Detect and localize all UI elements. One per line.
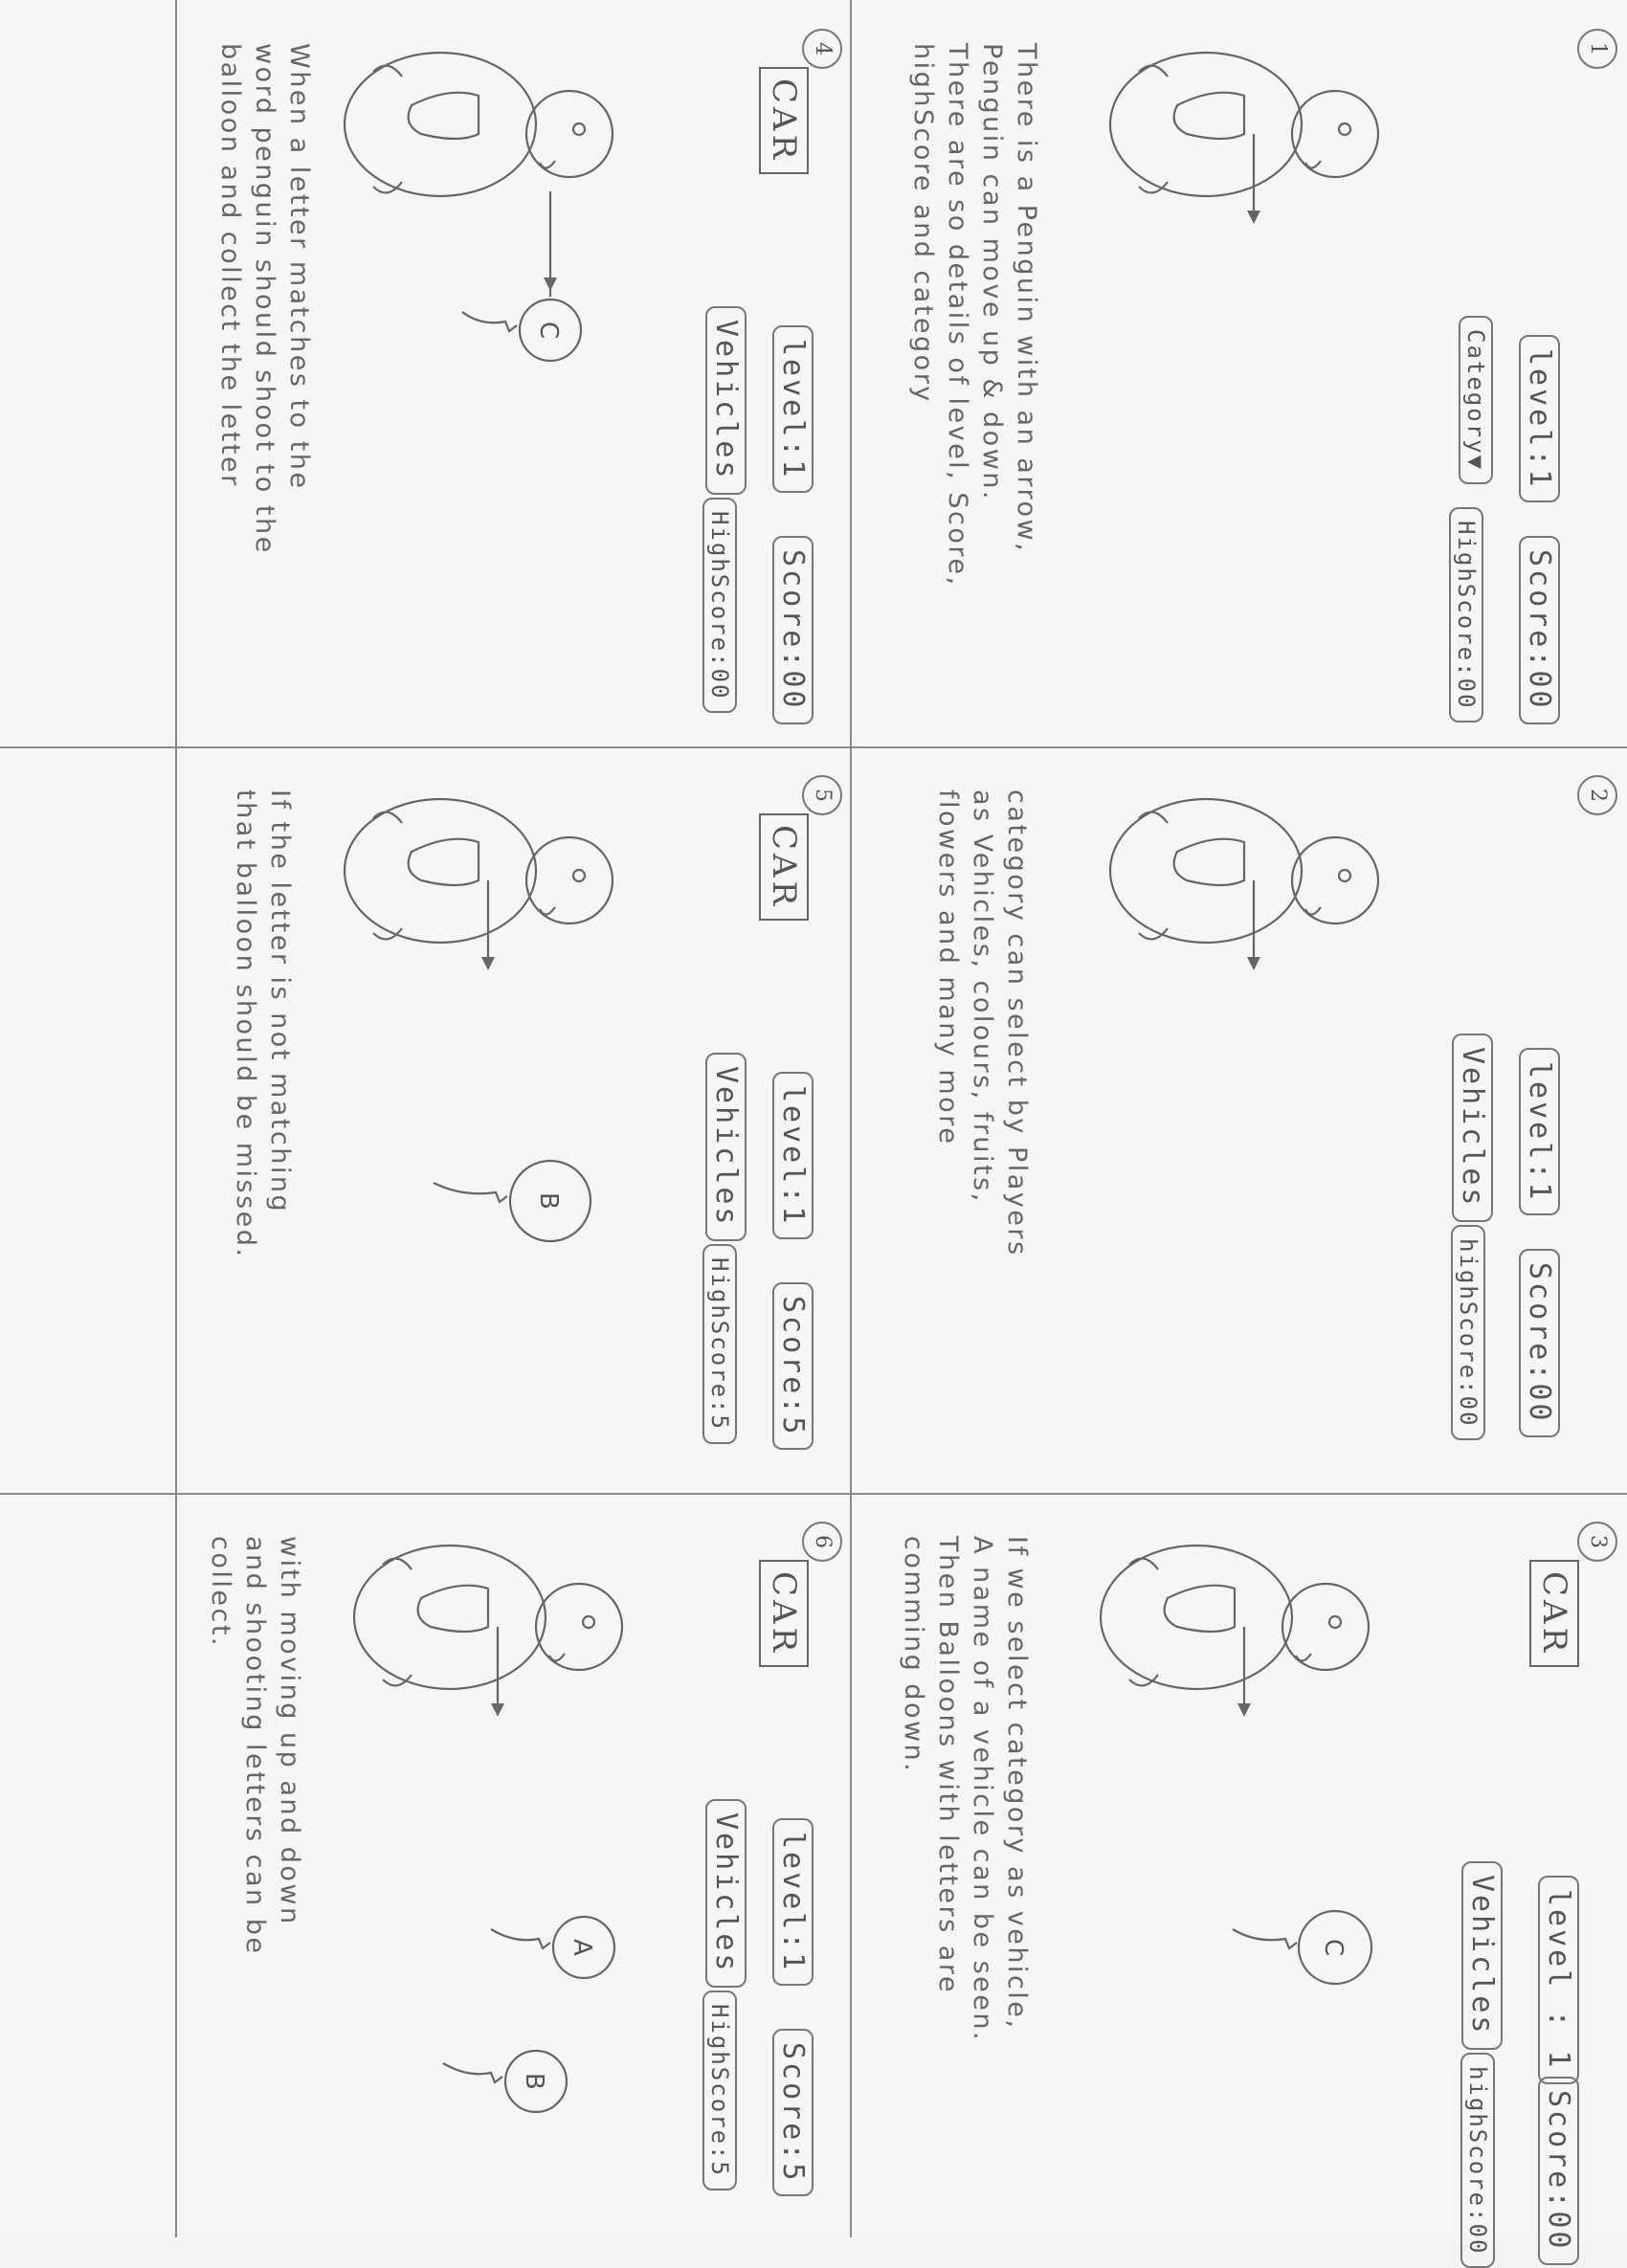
score-label: Score:00 <box>1519 1249 1560 1437</box>
shot-arrow <box>536 191 565 306</box>
score-label: Score:00 <box>1519 536 1560 724</box>
balloon-letter: B <box>534 1192 563 1210</box>
level-label: level:1 <box>1519 335 1560 502</box>
panel-1 <box>852 0 1627 746</box>
penguin-figure <box>345 1531 632 1742</box>
highscore-label: HighScore:5 <box>702 1990 737 2190</box>
letter-balloon <box>402 1148 593 1263</box>
highscore-label: highScore:00 <box>1460 2053 1495 2268</box>
panel-caption: category can select by Players as Vehicles, colours, fruits, flowers and many more <box>933 789 1032 1257</box>
category-label: Vehicles <box>705 1053 747 1241</box>
panel-number: 2 <box>1577 775 1617 815</box>
target-word: CAR <box>759 67 809 174</box>
target-word: CAR <box>759 1560 809 1667</box>
level-label: level:1 <box>772 1818 814 1986</box>
score-label: Score:5 <box>772 1282 814 1450</box>
panel-caption: with moving up and down and shooting letters can be collect. <box>206 1536 304 1956</box>
category-label: Vehicles <box>1461 1861 1503 2050</box>
score-label: Score:00 <box>772 536 814 724</box>
panel-5 <box>177 746 852 1493</box>
panel-caption: When a letter matches to the word penguin should shoot to the balloon and collect the letter <box>215 43 314 555</box>
balloon-letter: A <box>568 1939 596 1956</box>
penguin-figure <box>335 38 622 249</box>
penguin-figure <box>1091 1531 1378 1742</box>
category-dropdown[interactable]: Category▼ <box>1459 316 1493 484</box>
panel-number: 1 <box>1577 29 1617 69</box>
penguin-figure <box>335 785 622 995</box>
level-label: level:1 <box>772 325 814 493</box>
panel-number: 3 <box>1577 1522 1617 1562</box>
level-label: level:1 <box>1519 1048 1560 1215</box>
highscore-label: HighScore:00 <box>1449 507 1483 723</box>
category-label: Vehicles <box>705 1799 747 1988</box>
penguin-figure <box>1101 785 1388 995</box>
balloon-letter: C <box>534 322 563 340</box>
letter-balloon-b <box>421 2029 574 2144</box>
penguin-figure <box>1101 38 1388 249</box>
panel-4 <box>177 0 852 746</box>
letter-balloon <box>440 278 593 392</box>
category-label: Vehicles <box>1452 1034 1493 1222</box>
target-word: CAR <box>1529 1560 1579 1667</box>
highscore-label: HighScore:00 <box>702 498 737 713</box>
category-label: Vehicles <box>705 306 747 495</box>
level-label: level : 1 <box>1538 1876 1579 2084</box>
target-word: CAR <box>759 813 809 921</box>
level-label: level:1 <box>772 1072 814 1239</box>
panel-number: 6 <box>802 1522 842 1562</box>
letter-balloon-a <box>469 1895 622 2010</box>
score-label: Score:5 <box>772 2029 814 2196</box>
panel-number: 5 <box>802 775 842 815</box>
panel-caption: If the letter is not matching that balloon should be missed. <box>231 789 295 1259</box>
panel-6 <box>177 1493 852 2237</box>
balloon-letter: C <box>1319 1939 1348 1957</box>
balloon-letter: B <box>520 2073 548 2090</box>
panel-caption: If we select category as vehicle, A name of a vehicle can be seen. Then Balloons with letters are comming down. <box>899 1536 1032 2043</box>
panel-2 <box>852 746 1627 1493</box>
score-label: Score:00 <box>1538 2077 1579 2265</box>
panel-number: 4 <box>802 29 842 69</box>
letter-balloon <box>1225 1895 1378 2010</box>
highscore-label: HighScore:5 <box>702 1244 737 1444</box>
highscore-label: highScore:00 <box>1451 1225 1485 1440</box>
panel-3 <box>852 1493 1627 2256</box>
panel-caption: There is a Penguin with an arrow, Penguin can move up & down. There are so details of level, Score, highScore and category <box>908 43 1041 588</box>
